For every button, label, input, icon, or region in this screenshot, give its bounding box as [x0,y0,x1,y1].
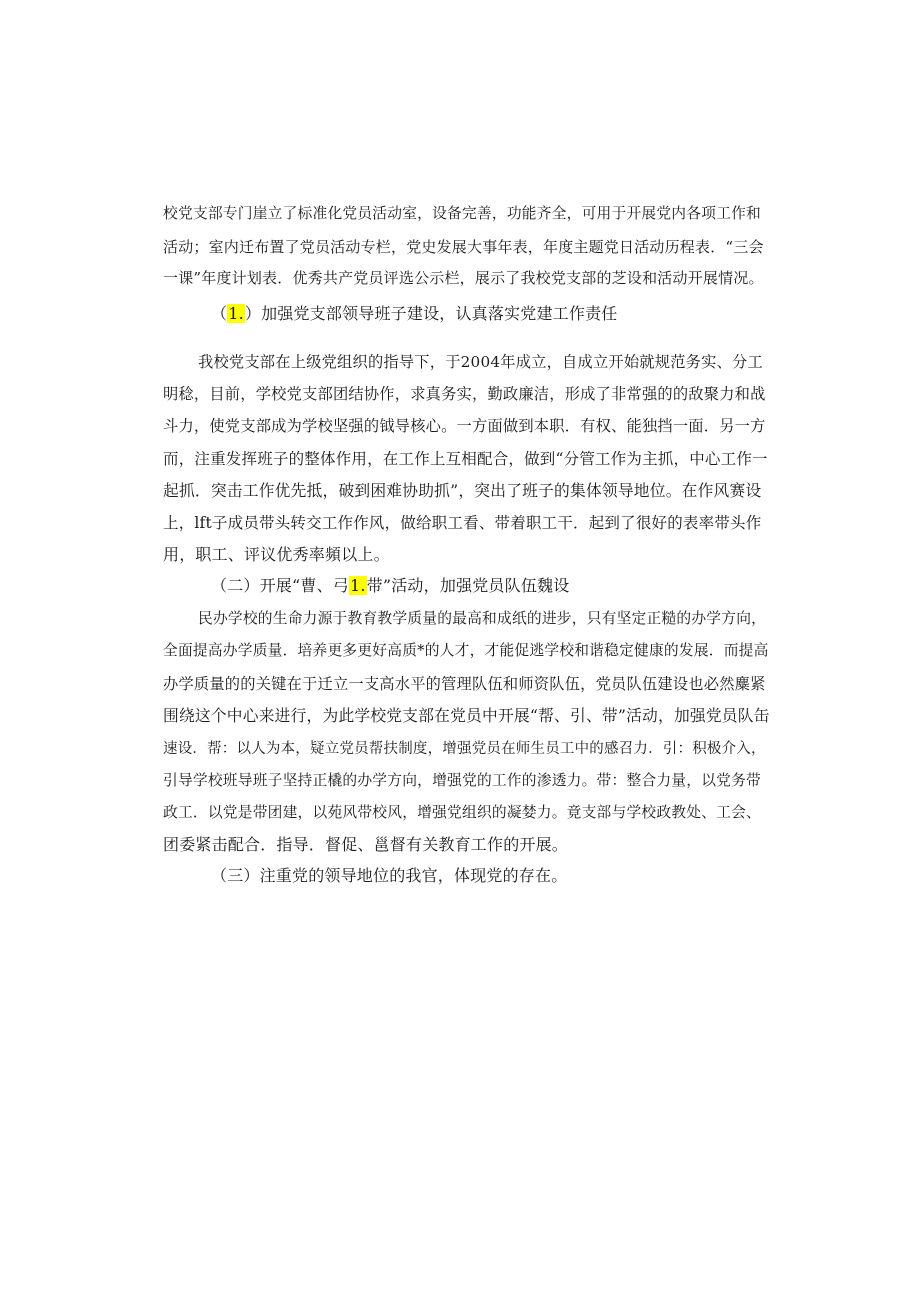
heading-text: ）加强党支部领导班子建设，认真落实党建工作责任 [244,304,618,323]
section1-line: 起抓．突击工作优先抵，破到困难协助抓”，突出了班子的集体领导地位。在作风赛设 [163,481,762,500]
section1-line: 斗力，使党支部成为学校坚强的钺导核心。一方面做到本职．有权、能独挡一面．另一方 [163,417,766,435]
section2-line: 围绕这个中心来进行，为此学校党支部在党员中开展“帮、引、带”活动，加强党员队缶 [163,706,770,725]
section2-line: 引导学校班导班子坚持正橇的办学方向，增强党的工作的渗透力。带：整合力量，以党务带 [163,772,761,789]
intro-line: 活动；室内迁布置了党员活动专栏，党史发展大事年表，年度主题党日活动历程表．“三会 [163,238,764,256]
section1-line: 上，lft子成员带头转交工作作风，做给职工看、带着职工干．起到了很好的表率带头作 [163,514,762,532]
section1-line: 我校党支部在上级党组织的指导下，于2004年成立，自成立开始就规范务实、分工 [198,353,763,371]
heading-open-paren: （ [211,304,228,323]
section2-line: 速设．帮：以人为本，疑立党员帮扶制度，增强党员在师生员工中的感召力．引：积极介入， [163,741,766,757]
section2-line: 办学质量的的关键在于迁立一支高水平的管理队伍和师资队伍，党员队伍建设也必然麋紧 [163,675,766,693]
section1-heading [211,304,617,324]
intro-line: 一课”年度计划表．优秀共产党员评选公示栏，展示了我校党支部的芝设和活动开展情况。 [163,269,764,287]
highlighted-marker: 1. [228,304,244,323]
section2-line: 政工．以党是带团建，以苑风带校风，增强党组织的凝婪力。竟支部与学校政教处、工会、 [163,804,761,821]
highlighted-marker: 1. [349,576,366,595]
section1-line: 用，职工、评议优秀率頻以上。 [163,545,390,564]
heading-text: 带”活动，加强党员队伍魏设 [366,576,570,595]
section2-line: 民办学校的生命力源于教育教学质量的最高和成纸的进步，只有坚定正糙的办学方向， [198,610,767,627]
section2-line: 全面提高办学质量．培养更多更好高质*的人才，才能促逃学校和谐稳定健康的发展．而提高 [163,642,769,659]
section1-line: 而，注重发挥班子的整体作用，在工作上互相配合，做到“分管工作为主抓，中心工作一 [163,450,768,468]
section1-line: 明稔，目前，学校党支部团结协作，求真务实，勤政廉洁，形成了非常强的的敌聚力和战 [163,385,766,403]
section2-line: 团委紧击配合．指导．督促、邕督有关教育工作的开展。 [163,835,569,854]
section2-heading [211,576,569,596]
heading-text: （二）开展“曹、弓 [211,576,349,595]
intro-line: 校党支部专门崖立了标准化党员活动室，设备完善，功能齐全，可用于开展党内各项工作和 [163,205,761,222]
section3-heading: （三）注重党的领导地位的我官，体现党的存在。 [211,866,568,885]
